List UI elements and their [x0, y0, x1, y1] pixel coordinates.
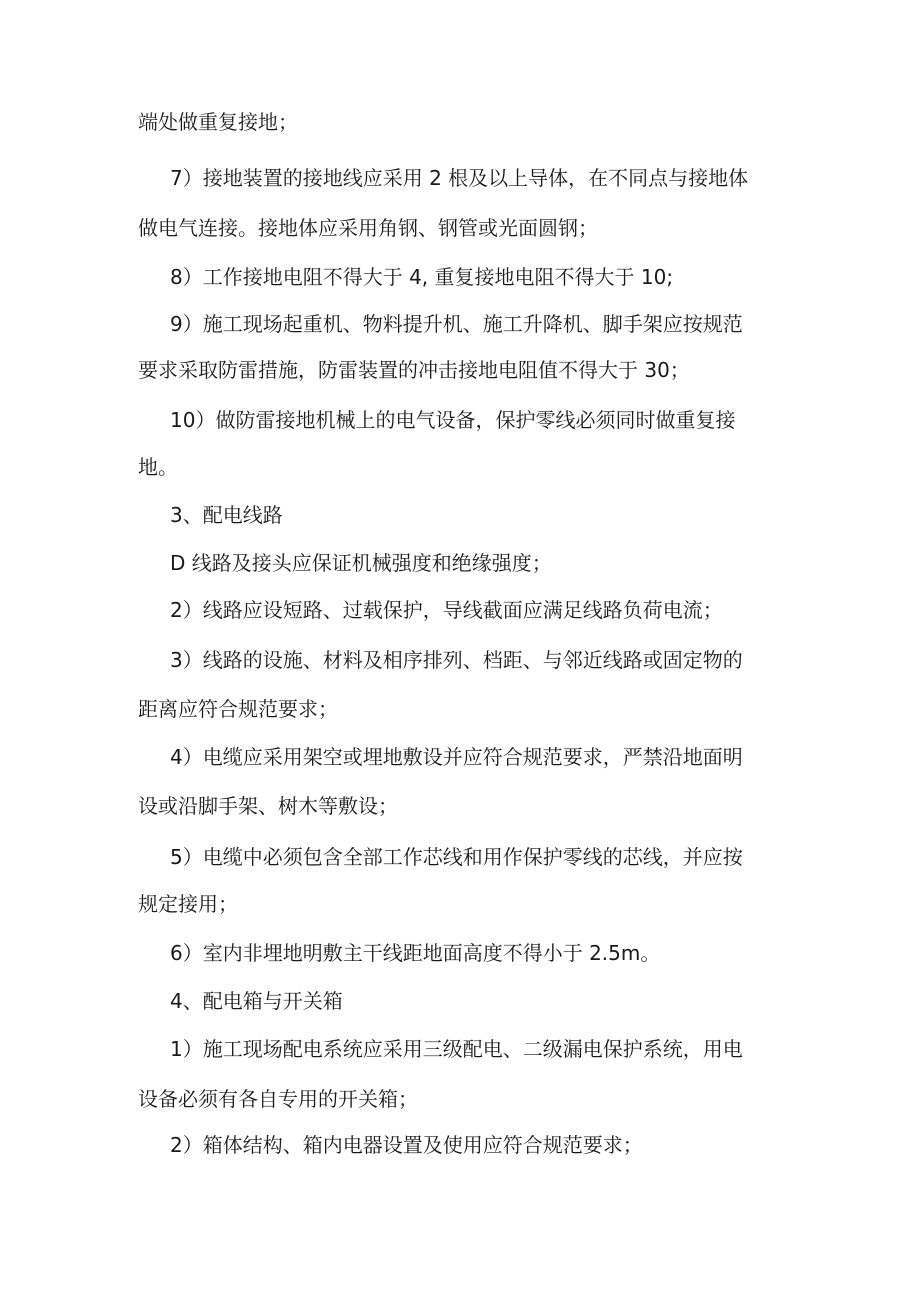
text-line: 做电气连接。接地体应采用角钢、钢管或光面圆钢；	[138, 216, 598, 240]
text-line: 8）工作接地电阻不得大于 4, 重复接地电阻不得大于 10;	[170, 265, 674, 289]
text-line: 4）电缆应采用架空或埋地敷设并应符合规范要求，严禁沿地面明	[170, 745, 743, 769]
text-line: 规定接用；	[138, 892, 238, 916]
text-line: 端处做重复接地；	[138, 110, 298, 134]
text-line: 设备必须有各自专用的开关箱；	[138, 1087, 418, 1111]
text-line: 3）线路的设施、材料及相序排列、档距、与邻近线路或固定物的	[170, 648, 743, 672]
text-line: 要求采取防雷措施，防雷装置的冲击接地电阻值不得大于 30；	[138, 358, 690, 382]
section-heading: 4、配电箱与开关箱	[170, 989, 343, 1013]
text-line: 地。	[138, 455, 178, 479]
text-line: D 线路及接头应保证机械强度和绝缘强度；	[170, 551, 552, 575]
text-line: 2）线路应设短路、过载保护，导线截面应满足线路负荷电流；	[170, 598, 723, 622]
text-line: 2）箱体结构、箱内电器设置及使用应符合规范要求；	[170, 1133, 643, 1157]
text-line: 5）电缆中必须包含全部工作芯线和用作保护零线的芯线，并应按	[170, 845, 743, 869]
text-line: 10）做防雷接地机械上的电气设备，保护零线必须同时做重复接	[170, 408, 736, 432]
text-line: 距离应符合规范要求；	[138, 697, 338, 721]
text-line: 设或沿脚手架、树木等敷设；	[138, 794, 398, 818]
text-line: 6）室内非埋地明敷主干线距地面高度不得小于 2.5m。	[170, 941, 661, 965]
text-line: 1）施工现场配电系统应采用三级配电、二级漏电保护系统，用电	[170, 1037, 743, 1061]
text-line: 9）施工现场起重机、物料提升机、施工升降机、脚手架应按规范	[170, 312, 743, 336]
section-heading: 3、配电线路	[170, 503, 283, 527]
text-line: 7）接地装置的接地线应采用 2 根及以上导体，在不同点与接地体	[170, 166, 749, 190]
